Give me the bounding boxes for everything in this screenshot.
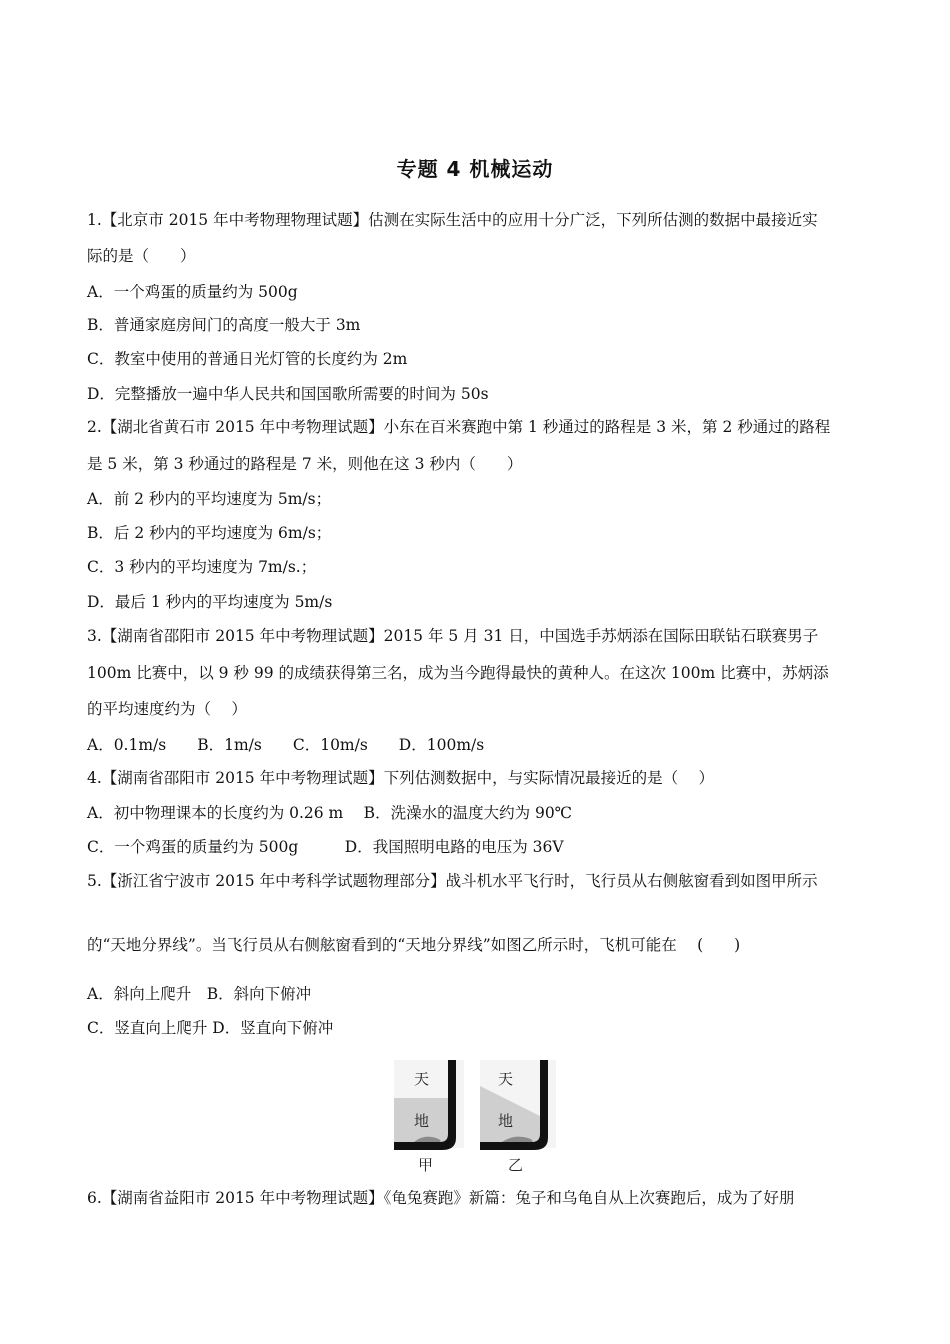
q1-option-c: C．教室中使用的普通日光灯管的长度约为 2m — [87, 350, 408, 368]
q3-stem-line2: 100m 比赛中，以 9 秒 99 的成绩获得第三名，成为当今跑得最快的黄种人。在这次 100m 比赛中，苏炳添 — [87, 664, 829, 682]
q2-option-a: A．前 2 秒内的平均速度为 5m/s； — [87, 490, 332, 508]
q5-stem-line1: 5.【浙江省宁波市 2015 年中考科学试题物理部分】战斗机水平飞行时，飞行员从右侧舷窗看到如图甲所示 — [87, 872, 818, 890]
q4-options-cd: C．一个鸡蛋的质量约为 500g D．我国照明电路的电压为 36V — [87, 838, 564, 856]
horizon-figure — [390, 1058, 562, 1176]
left-caption: 甲 — [418, 1156, 434, 1174]
q1-option-b: B．普通家庭房间门的高度一般大于 3m — [87, 316, 361, 334]
q3-stem-line1: 3.【湖南省邵阳市 2015 年中考物理试题】2015 年 5 月 31 日，中国选手苏炳添在国际田联钻石联赛男子 — [87, 627, 819, 645]
q5-options-ab: A．斜向上爬升 B．斜向下俯冲 — [87, 985, 312, 1003]
q1-option-a: A．一个鸡蛋的质量约为 500g — [87, 283, 298, 301]
right-sky-label: 天 — [498, 1070, 514, 1088]
right-caption: 乙 — [508, 1156, 524, 1174]
q1-option-d: D．完整播放一遍中华人民共和国国歌所需要的时间为 50s — [87, 385, 489, 403]
q3-stem-line3: 的平均速度约为（ ） — [87, 700, 247, 718]
q4-options-ab: A．初中物理课本的长度约为 0.26 m B．洗澡水的温度大约为 90℃ — [87, 804, 573, 822]
left-sky-label: 天 — [414, 1070, 430, 1088]
horizon-figure-svg — [390, 1058, 562, 1176]
q5-options-cd: C．竖直向上爬升 D．竖直向下俯冲 — [87, 1019, 334, 1037]
q4-stem: 4.【湖南省邵阳市 2015 年中考物理试题】下列估测数据中，与实际情况最接近的是（ ） — [87, 769, 715, 787]
q2-stem-line2: 是 5 米，第 3 秒通过的路程是 7 米，则他在这 3 秒内（ ） — [87, 455, 523, 473]
left-ground-label: 地 — [414, 1112, 430, 1130]
q6-stem-line1: 6.【湖南省益阳市 2015 年中考物理试题】《龟兔赛跑》新篇：兔子和乌龟自从上次赛跑后，成为了好朋 — [87, 1189, 795, 1207]
q1-stem-line2: 际的是（ ） — [87, 247, 196, 265]
page-title: 专题 4 机械运动 — [396, 157, 554, 181]
q2-option-b: B．后 2 秒内的平均速度为 6m/s； — [87, 524, 332, 542]
q2-option-c: C．3 秒内的平均速度为 7m/s.； — [87, 558, 317, 576]
right-ground-label: 地 — [498, 1112, 514, 1130]
q5-stem-line2: 的“天地分界线”。当飞行员从右侧舷窗看到的“天地分界线”如图乙所示时，飞机可能在 ( ) — [87, 936, 741, 954]
q3-options: A．0.1m/s B．1m/s C．10m/s D．100m/s — [87, 736, 485, 754]
q2-stem-line1: 2.【湖北省黄石市 2015 年中考物理试题】小东在百米赛跑中第 1 秒通过的路程是 3 米，第 2 秒通过的路程 — [87, 418, 831, 436]
q1-stem-line1: 1.【北京市 2015 年中考物理物理试题】估测在实际生活中的应用十分广泛，下列所估测的数据中最接近实 — [87, 211, 818, 229]
q2-option-d: D．最后 1 秒内的平均速度为 5m/s — [87, 593, 333, 611]
